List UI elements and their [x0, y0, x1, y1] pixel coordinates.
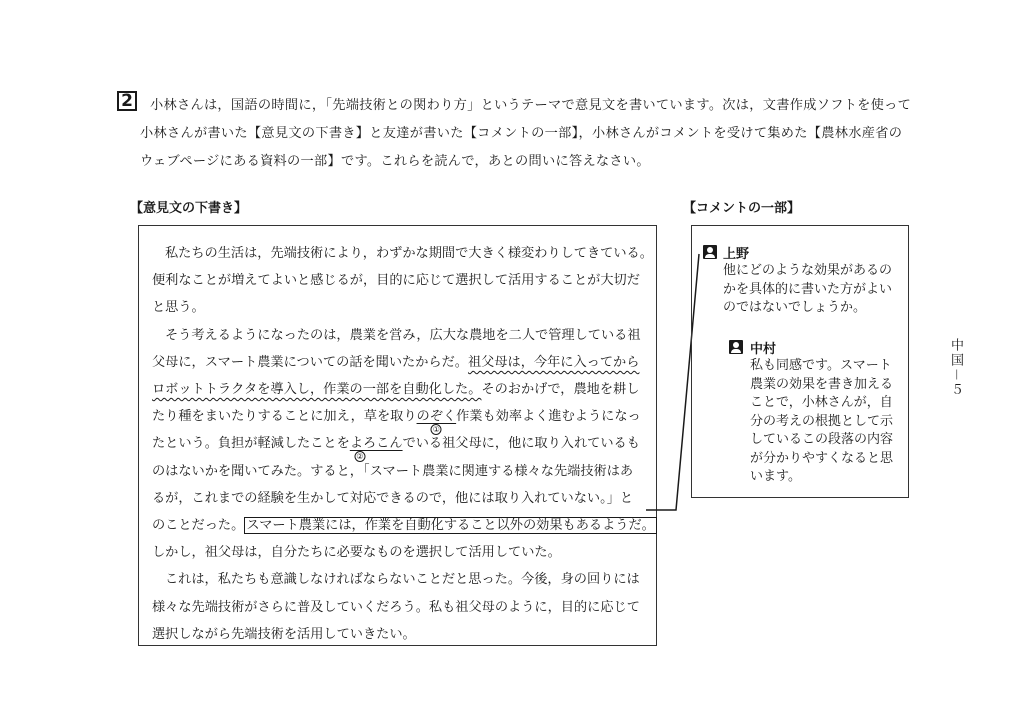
intro-line-2: 小林さんが書いた【意見文の下書き】と友達が書いた【コメントの一部】，小林さんがコメントを受けて集めた【農林水産省の — [140, 126, 903, 141]
commenter-name-2: 中村 — [750, 342, 777, 357]
draft-line: るが，これまでの経験を生かして対応できるので，他には取り入れていない。」と — [152, 490, 634, 506]
intro-line-1: 小林さんは，国語の時間に，「先端技術との関わり方」というテーマで意見文を書いています。次は，文書作成ソフトを使って — [150, 98, 912, 113]
comment-1-text — [723, 262, 892, 318]
draft-line: 便利なことが増えてよいと感じるが，目的に応じて選択して活用することが大切だ — [152, 273, 640, 289]
draft-line: そう考えるようになったのは，農業を営み，広大な農地を二人で管理している祖 — [165, 327, 641, 343]
draft-line: と思う。 — [152, 300, 205, 316]
draft-text-span: でいる祖父母に，他に取り入れているも — [402, 436, 640, 452]
comment-line: が分かりやすくなると思 — [750, 450, 894, 466]
draft-line: しかし，祖父母は，自分たちに必要なものを選択して活用していた。 — [152, 545, 561, 561]
comment-line: 分の考えの根拠として示 — [750, 413, 894, 429]
draft-line: 私たちの生活は，先端技術により，わずかな期間で大きく様変わりしてきている。 — [165, 246, 653, 261]
draft-text-span: 父母に，スマート農業についての話を聞いたからだ。 — [152, 354, 468, 370]
draft-heading: 【意見文の下書き】 — [130, 201, 248, 216]
draft-line: 選択しながら先端技術を活用していきたい。 — [152, 626, 416, 642]
user-avatar-icon — [729, 340, 743, 354]
draft-text-span: のことだった。 — [152, 518, 245, 534]
question-number: 2 — [117, 91, 137, 111]
comment-line: ことで，小林さんが，自 — [750, 395, 893, 410]
wavy-underlined-text: ロボットトラクタを導入し，作業の一部を自動化した。 — [152, 382, 482, 398]
comment-line: かを具体的に書いた方がよい — [723, 281, 893, 297]
underlined-word-1-text: のぞく — [416, 409, 457, 425]
user-avatar-icon — [703, 245, 717, 259]
comment-line: 農業の効果を書き加える — [750, 376, 894, 392]
comment-2-text — [750, 357, 893, 487]
comment-line: 他にどのような効果があるの — [723, 263, 893, 278]
draft-line: のはないかを聞いてみた。すると，「スマート農業に関連する様々な先端技術はあ — [152, 463, 634, 479]
comment-line: しているこの段落の内容 — [750, 432, 894, 447]
comment-line: 私も同感です。スマート — [750, 358, 892, 373]
commenter-name-1: 上野 — [723, 247, 750, 262]
circled-number-2: ② — [356, 452, 364, 462]
page-label: 中国－５ — [948, 338, 963, 399]
draft-text-span: そのおかげで，農地を耕し — [481, 382, 640, 398]
draft-line: 様々な先端技術がさらに普及していくだろう。私も祖父母のように，目的に応じて — [152, 599, 640, 615]
draft-text-span: 作業も効率よく進むようになっ — [456, 409, 641, 425]
wavy-underlined-text: 祖父母は，今年に入ってから — [467, 354, 640, 370]
boxed-sentence: スマート農業には，作業を自動化すること以外の効果もあるようだ。 — [246, 518, 655, 534]
comment-line: のではないでしょうか。 — [723, 300, 867, 315]
draft-text-span: たり種をまいたりすることに加え，草を取り — [152, 409, 417, 425]
intro-line-3: ウェブページにある資料の一部】です。これらを読んで，あとの問いに答えなさい。 — [140, 154, 650, 169]
comment-line: います。 — [750, 469, 801, 484]
comments-heading: 【コメントの一部】 — [683, 201, 801, 216]
circled-number-1: ① — [432, 425, 440, 435]
draft-line: これは，私たちも意識しなければならないことだと思った。今後，身の回りには — [165, 572, 640, 588]
underlined-word-2-text: よろこん — [349, 436, 403, 452]
draft-text-span: たという。負担が軽減したことを — [152, 436, 350, 452]
